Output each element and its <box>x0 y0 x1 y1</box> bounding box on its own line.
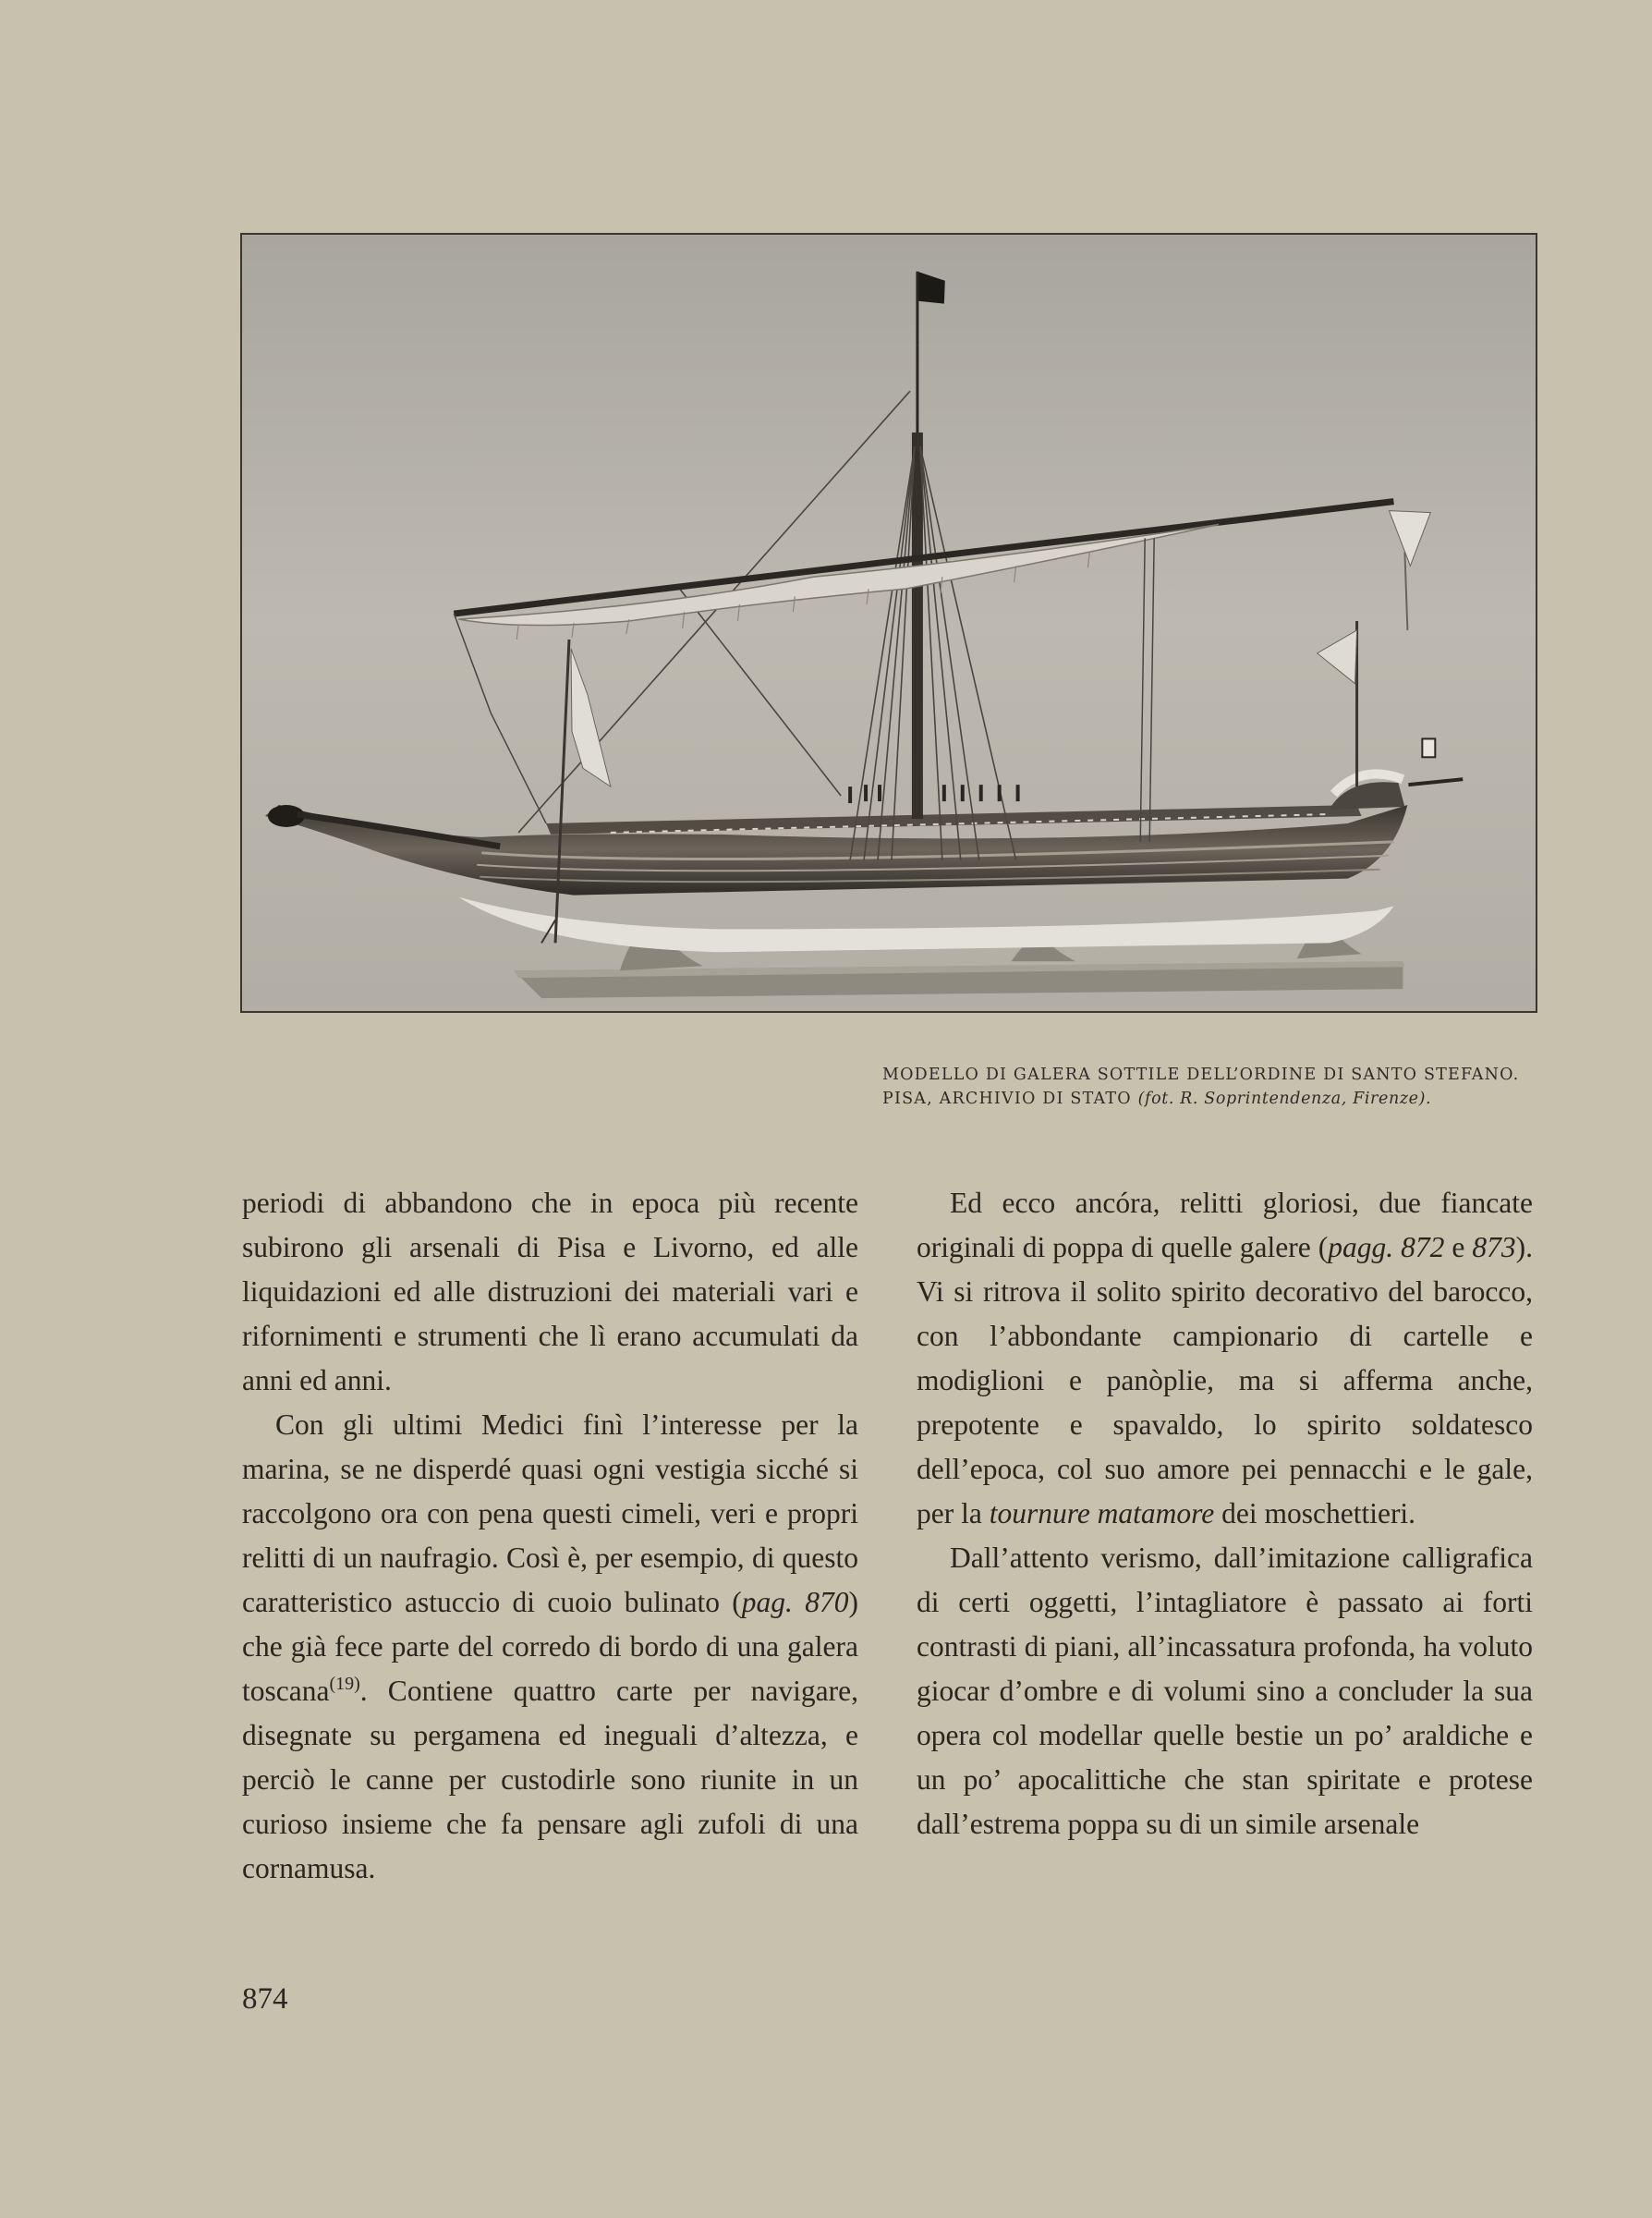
caption-line-2 <box>882 1087 1529 1111</box>
footnote-reference-19: (19) <box>329 1674 360 1694</box>
left-paragraph-2-text-a: Con gli ultimi Medici finì l’interesse per la marina, se ne disperdé quasi ogni vestigia sicché si raccolgono ora con pena questi cimeli, veri e propri relitti di un naufragio. Così è, per esempio, di questo caratteristico astuccio di cuoio bulinato ( <box>242 1408 858 1618</box>
right-text-column <box>917 1181 1533 1846</box>
caption-line-1: MODELLO DI GALERA SOTTILE DELL’ORDINE DI SANTO STEFANO. <box>882 1066 1520 1084</box>
left-paragraph-1: periodi di abbandono che in epoca più recente subirono gli arsenali di Pisa e Livorno, ed alle liquidazioni ed alle distruzioni dei materiali vari e rifornimenti e strumenti che lì erano accumulati da anni ed anni. <box>242 1187 858 1396</box>
page-reference-872: pagg. 872 <box>1328 1231 1445 1263</box>
page-reference-870: pag. 870 <box>741 1586 849 1618</box>
right-paragraph-1-and: e <box>1444 1231 1473 1263</box>
right-paragraph-1-text-b: ). Vi si ritrova il solito spirito decorativo del barocco, con l’abbondante campionario di cartelle e modiglioni e panòplie, ma si afferma anche, prepotente e spavaldo, lo spirito soldatesco dell’epoca, col suo amore pei pennacchi e le gale, per la <box>917 1231 1534 1529</box>
right-paragraph-2: Dall’attento verismo, dall’imitazione calligrafica di certi oggetti, l’intagliatore è passato ai forti contrasti di piani, all’incassatura profonda, ha voluto giocar d’ombre e di volumi sino a concluder la sua opera col modellar quelle bestie un po’ araldiche e un po’ apocalittiche che stan spiritate e protese dall’estrema poppa su di un simile arsenale <box>917 1542 1533 1840</box>
right-paragraph-1 <box>917 1181 1533 1536</box>
figure-caption <box>882 1063 1529 1111</box>
left-paragraph-2-text-c: . Contiene quattro carte per navigare, disegnate su pergamena ed ineguali d’altezza, e perciò le canne per custodirle sono riunite in un curioso insieme che fa pensare agli zufoli di una cornamusa. <box>242 1675 858 1884</box>
left-paragraph-2 <box>242 1403 858 1891</box>
left-text-column <box>242 1181 858 1891</box>
galley-illustration <box>242 235 1536 1011</box>
right-paragraph-1-text-c: dei moschettieri. <box>1214 1497 1416 1529</box>
page-reference-873: 873 <box>1472 1231 1516 1263</box>
right-paragraph-1-text-a: Ed ecco ancóra, relitti gloriosi, due fiancate originali di poppa di quelle galere ( <box>917 1187 1533 1263</box>
page-number: 874 <box>242 1982 288 2016</box>
caption-photo-credit: (fot. R. Soprintendenza, Firenze). <box>1137 1090 1432 1108</box>
left-paragraph-2-text-b: ) che già fece parte del corredo di bordo di una galera toscana <box>242 1586 858 1707</box>
italic-phrase: tournure matamore <box>989 1497 1215 1529</box>
ship-model-photo <box>240 233 1537 1013</box>
caption-location: PISA, ARCHIVIO DI STATO <box>882 1090 1138 1108</box>
